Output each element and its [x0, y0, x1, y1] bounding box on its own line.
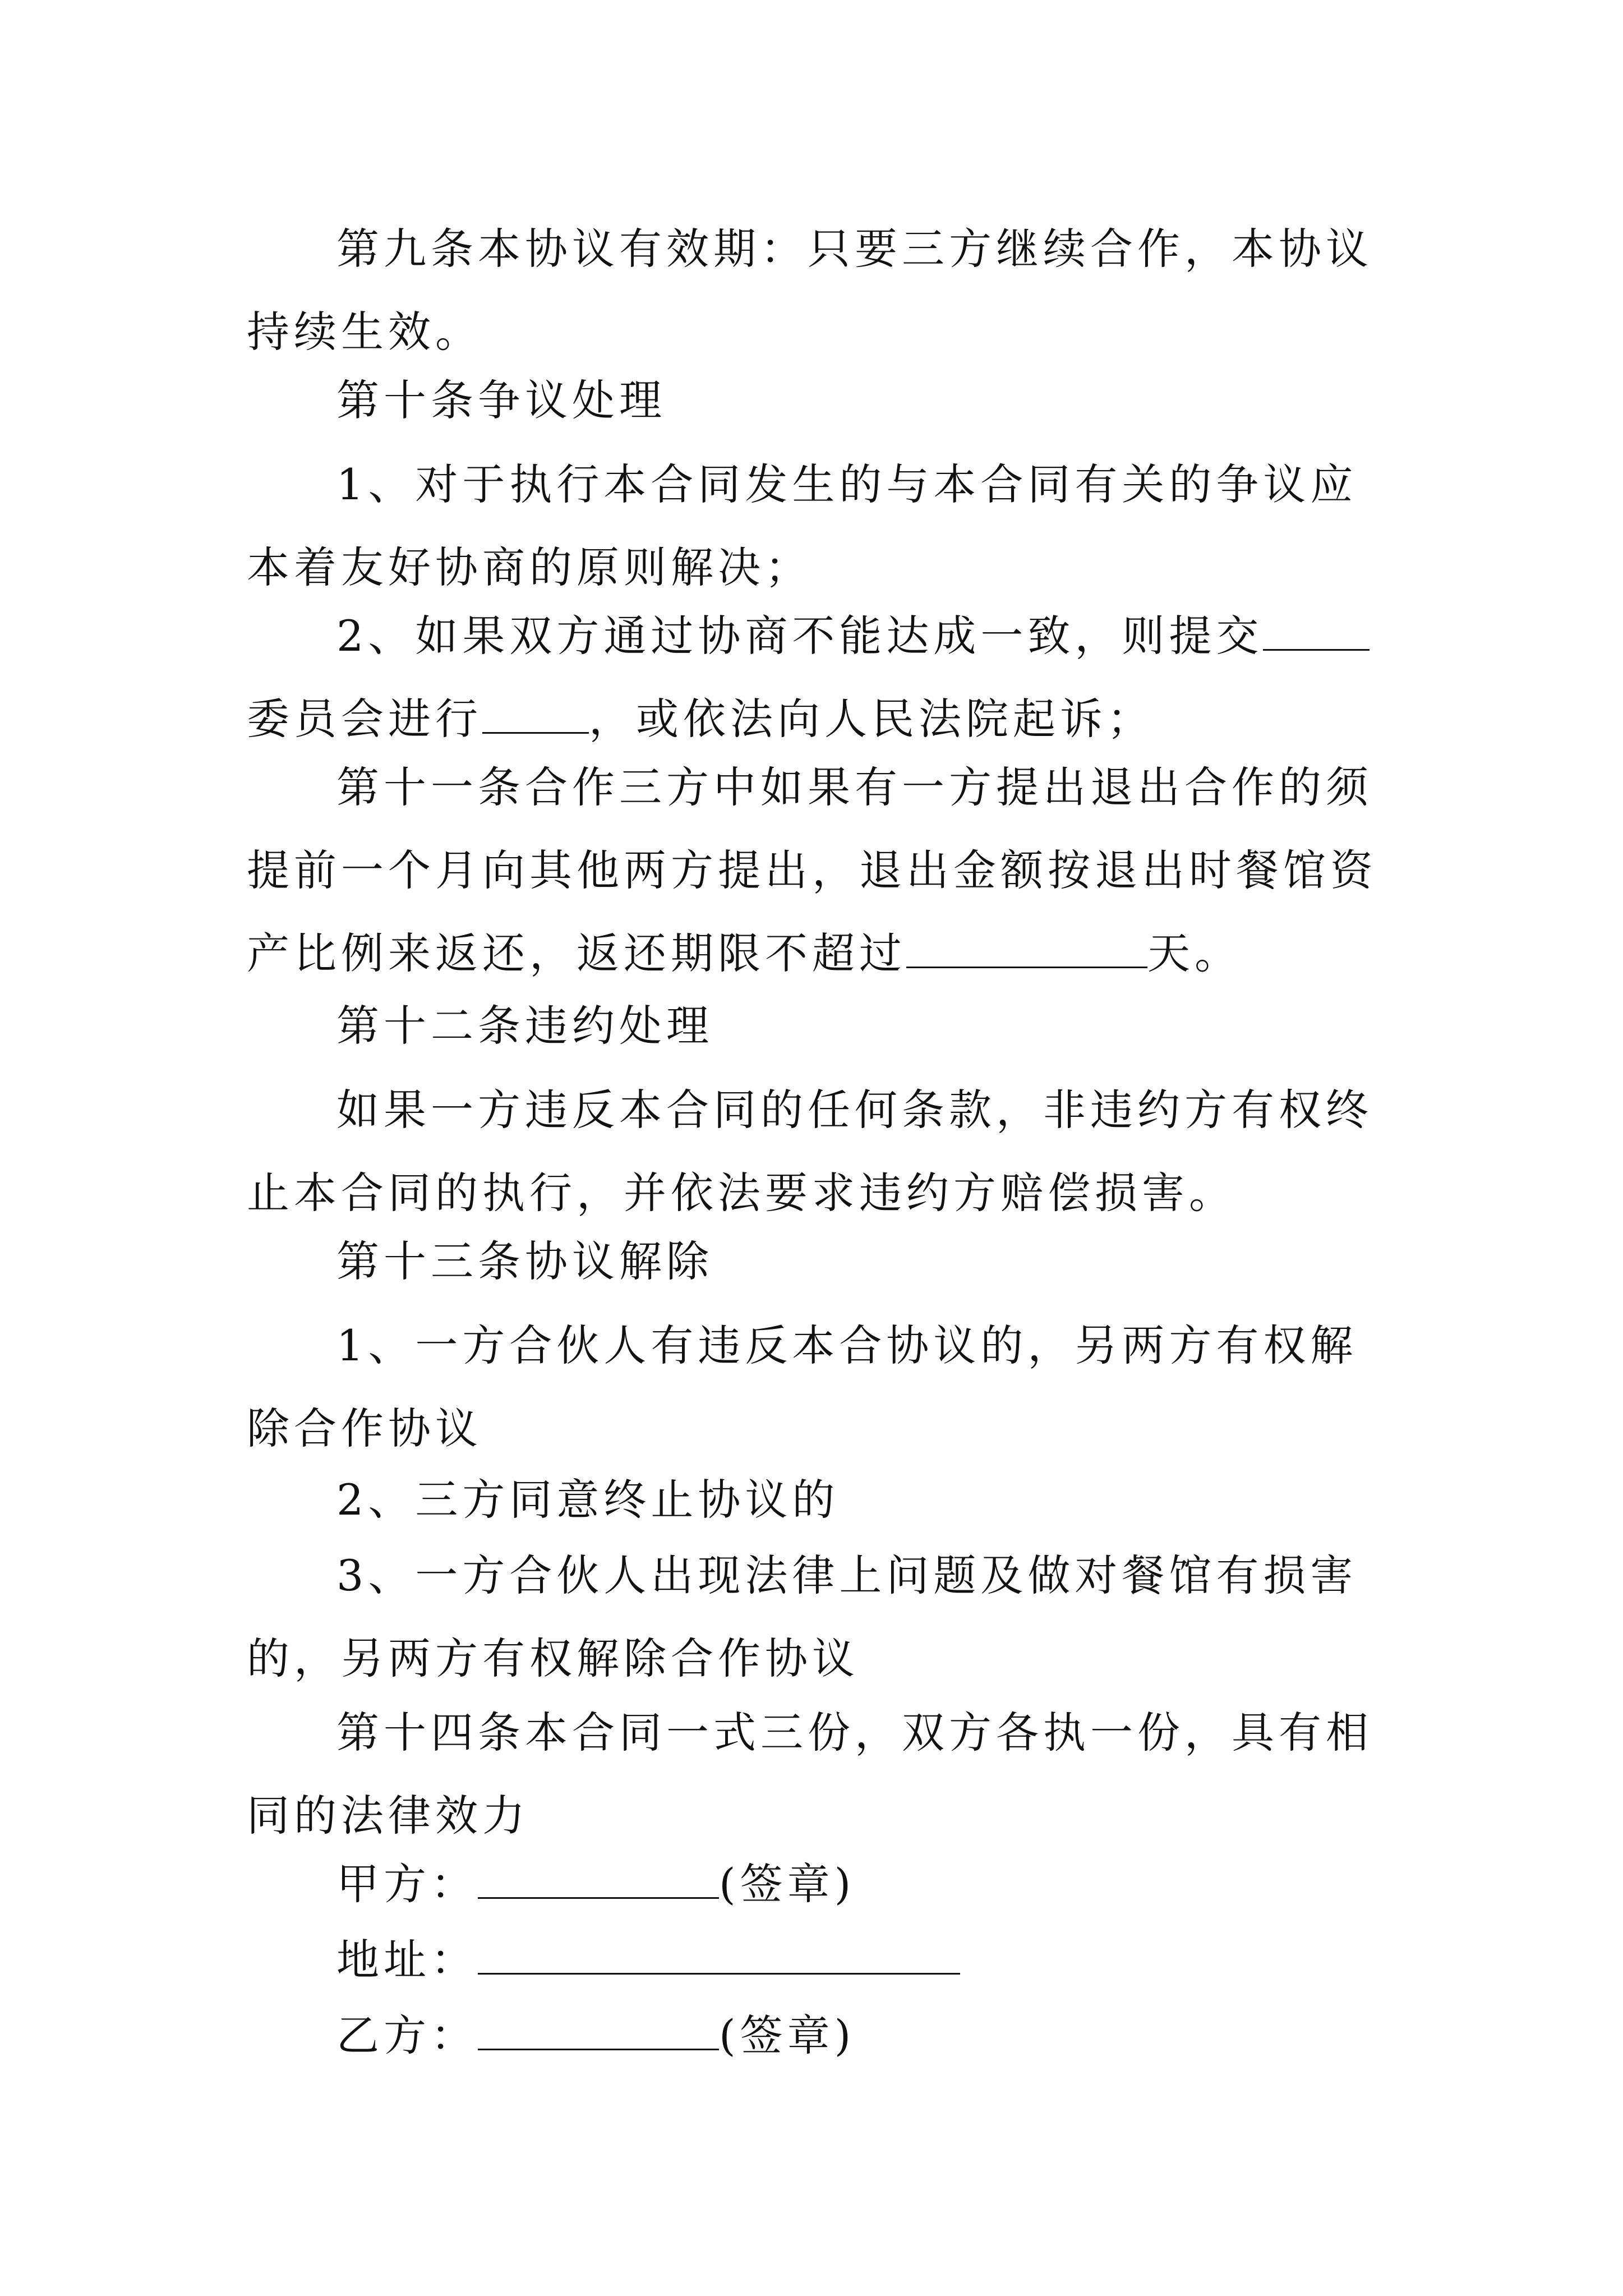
party-b-label: 乙方：: [336, 2010, 478, 2060]
article-10-title: 第十条争议处理: [336, 375, 666, 425]
party-a-signature-line: [247, 1843, 1385, 1926]
party-a-label: 甲方：: [336, 1859, 478, 1909]
article-9: 第九条本协议有效期：只要三方继续合作，本协议持续生效。: [247, 224, 1373, 357]
article-10-item-2-part-c: ，或依法向人民法院起诉；: [589, 694, 1154, 744]
article-13-title: 第十三条协议解除: [336, 1236, 713, 1286]
article-11: [247, 746, 1385, 995]
article-10-item-2: [247, 595, 1385, 761]
party-a-blank: [478, 1860, 719, 1899]
article-12-text: 如果一方违反本合同的任何条款，非违约方有权终止本合同的执行，并依法要求违约方赔偿损害。: [247, 1085, 1373, 1218]
article-13-item-1: 1、一方合伙人有违反本合协议的，另两方有权解除合作协议: [247, 1320, 1358, 1453]
article-14: 第十四条本合同一式三份，双方各执一份，具有相同的法律效力: [247, 1708, 1373, 1841]
party-a-seal-label: (签章): [719, 1859, 856, 1909]
address-line: [247, 1918, 1385, 2001]
party-b-signature-line: [247, 1994, 1385, 2077]
blank-line: [1263, 612, 1370, 651]
article-12-title: 第十二条违约处理: [336, 1001, 713, 1051]
article-10-item-2-part-b: 委员会进行: [247, 694, 482, 744]
article-10-item-2-part-a: 2、如果双方通过协商不能达成一致，则提交: [336, 611, 1264, 661]
party-b-blank: [478, 2012, 719, 2050]
party-b-seal-label: (签章): [719, 2010, 856, 2060]
blank-line: [906, 930, 1147, 968]
address-label: 地址：: [336, 1935, 478, 1985]
article-11-text-a: 第十一条合作三方中如果有一方提出退出合作的须提前一个月向其他两方提出，退出金额按退出时餐馆资产比例来返还，返还期限不超过: [247, 762, 1377, 978]
article-13-item-3: 3、一方合伙人出现法律上问题及做对餐馆有损害的，另两方有权解除合作协议: [247, 1550, 1358, 1683]
blank-line: [482, 695, 589, 734]
address-blank: [478, 1936, 960, 1975]
article-13-item-2: 2、三方同意终止协议的: [336, 1475, 840, 1525]
article-11-text-b: 天。: [1147, 928, 1242, 978]
article-10-item-1: 1、对于执行本合同发生的与本合同有关的争议应本着友好协商的原则解决；: [247, 459, 1358, 592]
